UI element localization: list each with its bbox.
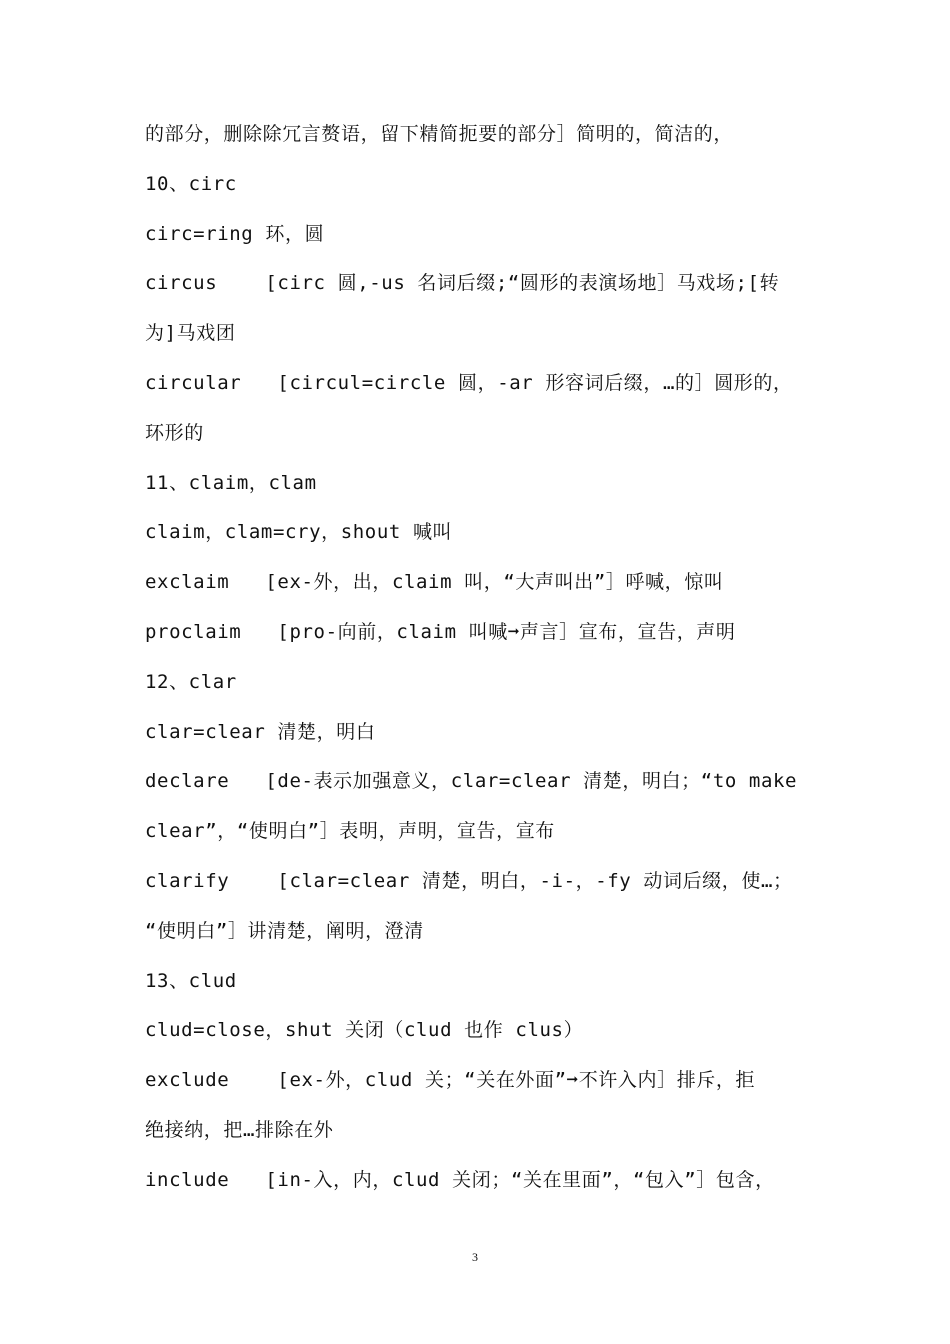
text-line: include [in-入，内，clud 关闭；“关在里面”，“包入”］包含， [145, 1168, 775, 1191]
document-body [145, 110, 815, 1206]
section-heading: 12、clar [145, 670, 237, 693]
text-line: clarify [clar=clear 清楚，明白，-i-，-fy 动词后缀，使…； [145, 869, 793, 892]
text-line: clud=close，shut 关闭（clud 也作 clus） [145, 1019, 584, 1042]
text-line: proclaim [pro-向前，claim 叫喊➞声言］宣布，宣告，声明 [145, 620, 736, 643]
text-line: “使明白”］讲清楚，阐明，澄清 [145, 919, 424, 942]
text-line: clear”，“使明白”］表明，声明，宣告，宣布 [145, 820, 555, 843]
text-line: 的部分，删除除冗言赘语，留下精简扼要的部分］简明的，简洁的， [145, 123, 734, 145]
text-line: declare [de-表示加强意义，clar=clear 清楚，明白；“to make [145, 770, 798, 793]
text-line: 绝接纳，把…排除在外 [145, 1118, 334, 1141]
text-line: 环形的 [145, 421, 204, 444]
text-line: circular [circul=circle 圆，-ar 形容词后缀，…的］圆形的， [145, 371, 793, 394]
text-line: exclaim [ex-外，出，claim 叫，“大声叫出”］呼喊，惊叫 [145, 571, 724, 594]
text-line: circus [circ 圆,-us 名词后缀;“圆形的表演场地］马戏场;[转 [145, 272, 780, 295]
page-number: 3 [472, 1250, 478, 1264]
text-line: circ=ring 环，圆 [145, 222, 325, 245]
text-line: 为]马戏团 [145, 322, 236, 345]
section-heading: 13、clud [145, 969, 237, 992]
section-heading: 11、claim，clam [145, 471, 317, 494]
text-line: claim，clam=cry，shout 喊叫 [145, 521, 453, 544]
text-line: clar=clear 清楚，明白 [145, 720, 376, 743]
section-heading: 10、circ [145, 172, 237, 195]
text-line: exclude [ex-外，clud 关；“关在外面”➞不许入内］排斥，拒 [145, 1069, 756, 1092]
